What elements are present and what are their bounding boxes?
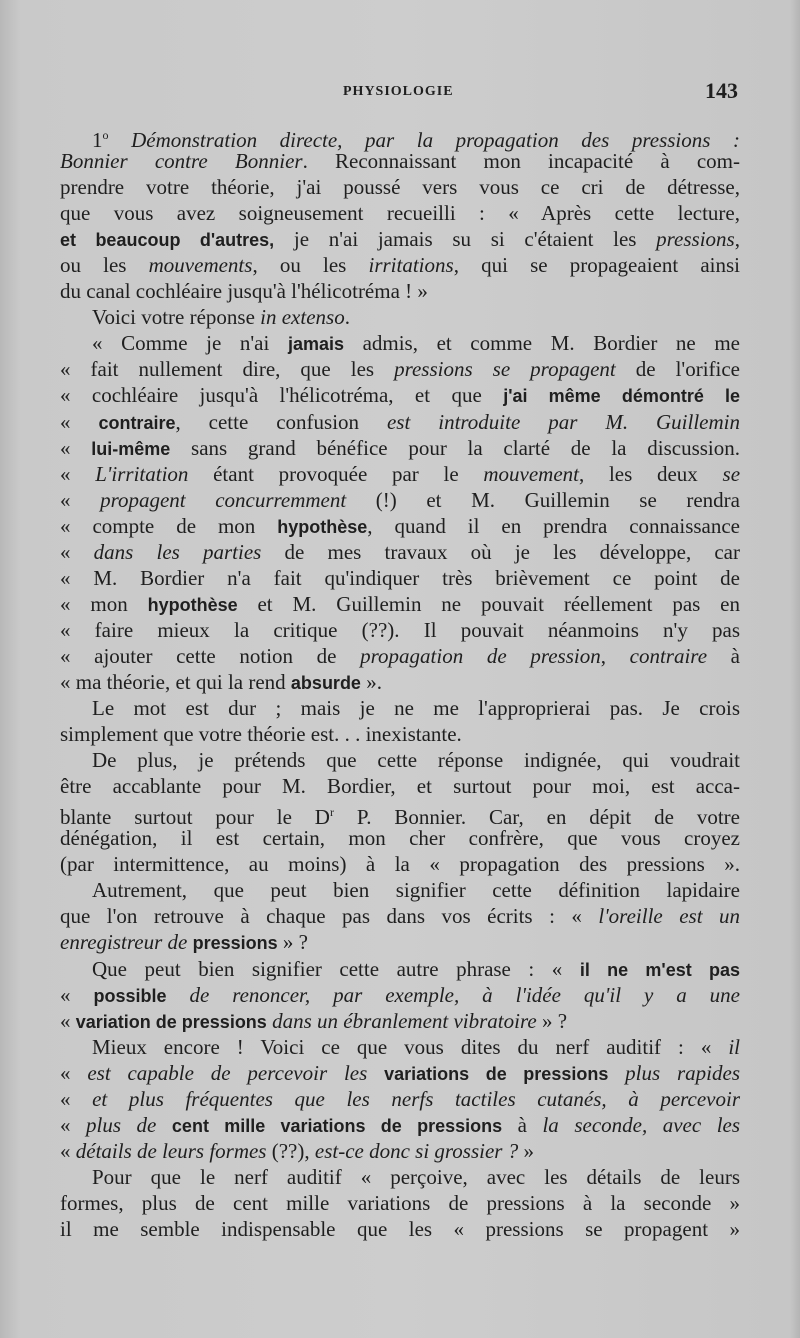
text-line: « ma théorie, et qui la rend absurde ».: [60, 669, 382, 694]
text-line: « est capable de percevoir les variations de pressions plus rapides: [60, 1060, 741, 1085]
text-line: « dans les parties de mes travaux où je les développe, car: [60, 539, 740, 564]
text-line: « M. Bordier n'a fait qu'indiquer très brièvement ce point de: [60, 565, 740, 590]
text-line: « mon hypothèse et M. Guillemin ne pouvait réellement pas en: [60, 591, 740, 616]
text-line: De plus, je prétends que cette réponse indignée, qui voudrait: [92, 748, 740, 773]
text-line: que vous avez soigneusement recueilli : « Après cette lecture,: [60, 201, 740, 226]
text-line: formes, plus de cent mille variations de pressions à la seconde »: [60, 1190, 740, 1215]
text-line: blante surtout pour le $D^r$ P. Bonnier. Car, en dépit de votre: [60, 805, 740, 830]
text-line: « contraire, cette confusion est introduite par M. Guillemin: [60, 409, 741, 434]
text-line: ou les mouvements, ou les irritations, qui se propageaient ainsi: [60, 253, 741, 278]
running-title: PHYSIOLOGIE: [343, 84, 454, 99]
page-number: 143: [705, 78, 738, 103]
text-line: être accablante pour M. Bordier, et surtout pour moi, est acca-: [60, 774, 740, 799]
text-line: simplement que votre théorie est. . . inexistante.: [60, 722, 462, 747]
text-line: « faire mieux la critique (??). Il pouvait néanmoins n'y pas: [60, 617, 740, 642]
text-line: « variation de pressions dans un ébranlement vibratoire » ?: [60, 1008, 568, 1033]
text-line: Le mot est dur ; mais je ne me l'approprierai pas. Je crois: [92, 696, 740, 721]
text-line: prendre votre théorie, j'ai poussé vers vous ce cri de détresse,: [60, 175, 740, 200]
text-line: « possible de renoncer, par exemple, à l'idée qu'il y a une: [60, 982, 741, 1007]
text-line: il me semble indispensable que les « pressions se propagent »: [60, 1216, 740, 1241]
text-line: « Comme je n'ai jamais admis, et comme M. Bordier ne me: [92, 331, 740, 356]
text-line: (par intermittence, au moins) à la « propagation des pressions ».: [60, 852, 740, 877]
text-line: Autrement, que peut bien signifier cette définition lapidaire: [92, 878, 740, 903]
text-line: Voici votre réponse in extenso.: [92, 305, 350, 330]
text-line: « cochléaire jusqu'à l'hélicotréma, et que j'ai même démontré le: [60, 383, 740, 408]
text-line: « fait nullement dire, que les pressions se propagent de l'orifice: [60, 357, 740, 382]
text-line: enregistreur de pressions » ?: [60, 930, 308, 955]
text-line: « lui-même sans grand bénéfice pour la clarté de la discussion.: [60, 435, 741, 460]
text-line: et beaucoup d'autres, je n'ai jamais su si c'étaient les pressions,: [60, 227, 740, 252]
text-line: « compte de mon hypothèse, quand il en prendra connaissance: [60, 513, 740, 538]
text-line: « propagent concurremment (!) et M. Guillemin se rendra: [60, 487, 741, 512]
text-line: « ajouter cette notion de propagation de pression, contraire à: [60, 643, 740, 668]
text-line: Que peut bien signifier cette autre phrase : « il ne m'est pas: [92, 956, 741, 981]
text-line: « détails de leurs formes (??), est-ce donc si grossier ? »: [60, 1138, 534, 1163]
page-body: [60, 122, 740, 1242]
page-header: [0, 78, 800, 104]
text-line: Pour que le nerf auditif « perçoive, avec les détails de leurs: [92, 1164, 740, 1189]
text-line: que l'on retrouve à chaque pas dans vos écrits : « l'oreille est un: [60, 904, 740, 929]
text-line: « plus de cent mille variations de pressions à la seconde, avec les: [60, 1112, 741, 1137]
text-line: dénégation, il est certain, mon cher confrère, que vous croyez: [60, 826, 740, 851]
text-line: 1$^o$ Démonstration directe, par la propagation des pressions :: [92, 128, 740, 152]
text-line: Bonnier contre Bonnier. Reconnaissant mon incapacité à com-: [60, 149, 741, 174]
text-line: « et plus fréquentes que les nerfs tactiles cutanés, à percevoir: [60, 1086, 741, 1111]
text-line: « L'irritation étant provoquée par le mouvement, les deux se: [60, 461, 741, 486]
text-line: du canal cochléaire jusqu'à l'hélicotréma ! »: [60, 279, 428, 304]
text-line: Mieux encore ! Voici ce que vous dites du nerf auditif : « il: [92, 1034, 740, 1059]
